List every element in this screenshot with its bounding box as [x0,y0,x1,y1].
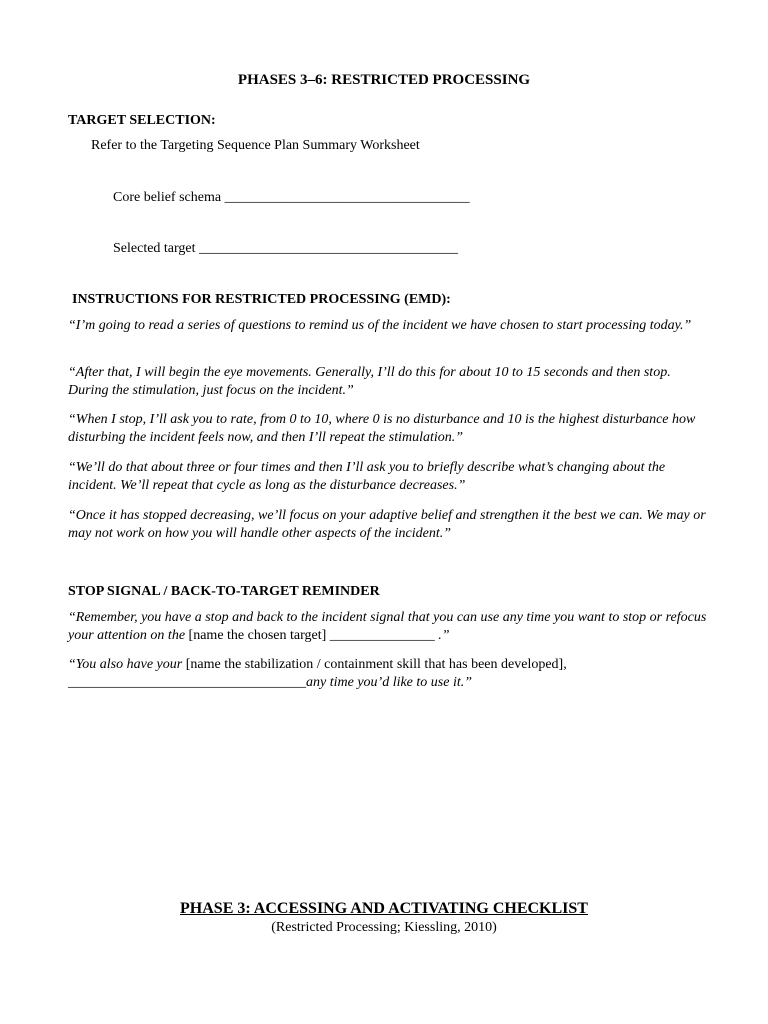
stop-signal-p1-plain: [name the chosen target] _______________ [188,628,435,643]
checklist-subheading: (Restricted Processing; Kiessling, 2010) [271,920,497,935]
stop-signal-heading: STOP SIGNAL / BACK-TO-TARGET REMINDER [68,584,380,599]
instruction-quote-2: “After that, I will begin the eye movements. Generally, I’ll do this for about 10 to 15 seconds and then stop. During the stimulation, just focus on the incident.” [68,365,671,398]
target-selection-heading: TARGET SELECTION: [68,113,216,128]
checklist-heading-text: PHASE 3: ACCESSING AND ACTIVATING CHECKLIST [180,900,588,917]
stop-signal-p1-italic: “Remember, you have a stop and back to the incident signal that you can use any time you want to stop or refocus your attention on the [68,610,707,643]
selected-target-field: Selected target _____________________________________ [113,241,459,256]
page-title: PHASES 3–6: RESTRICTED PROCESSING [237,72,531,88]
instruction-quote-1: “I’m going to read a series of questions to remind us of the incident we have chosen to start processing today.” [68,318,692,333]
stop-signal-p2-italic-start: “You also have your [68,657,186,672]
core-belief-field: Core belief schema ___________________________________ [113,190,470,205]
stop-signal-paragraph-1 [68,609,708,645]
instructions-heading: INSTRUCTIONS FOR RESTRICTED PROCESSING (EMD): [72,292,451,307]
instruction-quote-3: “When I stop, I’ll ask you to rate, from 0 to 10, where 0 is no disturbance and 10 is the highest disturbance how disturbing the incident feels now, and then I’ll repeat the stimulation.” [68,412,696,445]
instruction-quote-4: “We’ll do that about three or four times and then I’ll ask you to briefly describe what’s changing about the incident. We’ll repeat that cycle as long as the disturbance decreases.” [68,460,666,493]
stop-signal-paragraph-2 [68,656,708,692]
stop-signal-p1-end: .” [434,628,450,643]
checklist-heading [0,900,768,918]
stop-signal-p2-plain: [name the stabilization / containment skill that has been developed], [185,657,567,672]
instruction-quote-5: “Once it has stopped decreasing, we’ll focus on your adaptive belief and strengthen it the best we can. We may or may not work on how you will handle other aspects of the incident.” [68,508,706,541]
target-selection-instruction: Refer to the Targeting Sequence Plan Summary Worksheet [91,138,420,153]
stop-signal-p2-italic-end: any time you’d like to use it.” [306,675,473,690]
stop-signal-p2-blank: __________________________________ [68,675,306,690]
